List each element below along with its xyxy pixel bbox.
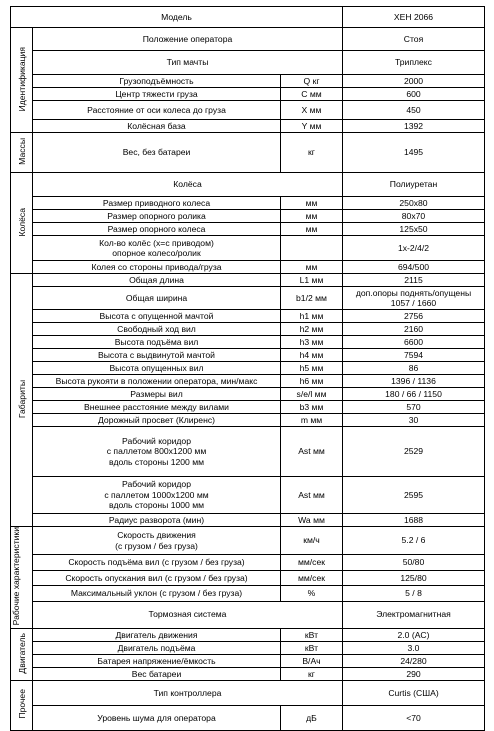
param-value: 24/280 [343,654,485,667]
header-label: Модель [11,7,343,28]
spec-row [11,527,485,555]
param-value: Curtis (США) [343,680,485,705]
param-unit: L1 мм [281,274,343,287]
param-value: 7594 [343,349,485,362]
param-label: Максимальный уклон (с грузом / без груза) [33,586,281,601]
param-unit: В/Ач [281,654,343,667]
group-title: Массы [16,137,27,165]
param-value: 570 [343,401,485,414]
param-value: 2000 [343,75,485,88]
param-label: Размер опорного колеса [33,223,281,236]
param-value: 2115 [343,274,485,287]
param-value: Триплекс [343,51,485,75]
group-label-cell [11,274,33,527]
spec-table [10,6,485,731]
param-label: Свободный ход вил [33,323,281,336]
param-value: доп.опоры поднять/опущены 1057 / 1660 [343,287,485,310]
param-value: 6600 [343,336,485,349]
header-row [11,7,485,28]
param-label: Колёсная база [33,120,281,133]
group-title: Рабочие характеристики [11,527,21,626]
group-title: Двигатель [16,632,27,674]
param-label: Радиус разворота (мин) [33,514,281,527]
param-unit: км/ч [281,527,343,555]
param-label: Вес батареи [33,667,281,680]
spec-row [11,375,485,388]
param-unit: s/e/l мм [281,388,343,401]
param-label: Внешнее расстояние между вилами [33,401,281,414]
param-label: Положение оператора [33,28,343,51]
param-value: Полиуретан [343,173,485,197]
spec-row [11,261,485,274]
param-label: Батарея напряжение/ёмкость [33,654,281,667]
param-label: Высота с опущенной мачтой [33,310,281,323]
param-label: Двигатель подъёма [33,641,281,654]
param-value: 290 [343,667,485,680]
param-unit: мм [281,210,343,223]
spec-row [11,75,485,88]
param-unit: h1 мм [281,310,343,323]
param-label: Размеры вил [33,388,281,401]
group-label-cell [11,527,33,629]
spec-row [11,323,485,336]
spec-row [11,101,485,120]
spec-row [11,173,485,197]
param-value: Стоя [343,28,485,51]
param-unit: кВт [281,628,343,641]
param-label: Высота рукояти в положении оператора, мин/макс [33,375,281,388]
param-label: Высота с выдвинутой мачтой [33,349,281,362]
spec-row [11,223,485,236]
param-label: Высота опущенных вил [33,362,281,375]
param-value: 86 [343,362,485,375]
param-label: Двигатель движения [33,628,281,641]
param-unit: мм/сек [281,570,343,585]
param-unit [281,236,343,261]
param-unit: мм/сек [281,555,343,570]
param-label: Тип мачты [33,51,343,75]
group-title: Габариты [16,379,27,418]
param-value: <70 [343,705,485,730]
spec-row [11,601,485,628]
group-title: Прочее [16,689,27,719]
param-value: 1396 / 1136 [343,375,485,388]
param-value: 600 [343,88,485,101]
param-value: 80x70 [343,210,485,223]
param-value: 30 [343,414,485,427]
param-value: 5.2 / 6 [343,527,485,555]
param-unit: Y мм [281,120,343,133]
param-label: Общая ширина [33,287,281,310]
param-unit: мм [281,223,343,236]
spec-row [11,362,485,375]
param-unit: b3 мм [281,401,343,414]
param-unit: мм [281,261,343,274]
param-unit: Q кг [281,75,343,88]
param-value: 1688 [343,514,485,527]
param-label: Тип контроллера [33,680,343,705]
param-unit: кВт [281,641,343,654]
spec-row [11,349,485,362]
param-label: Дорожный просвет (Клиренс) [33,414,281,427]
param-unit: h3 мм [281,336,343,349]
param-unit: дБ [281,705,343,730]
spec-row [11,401,485,414]
param-value: 2756 [343,310,485,323]
param-unit: h4 мм [281,349,343,362]
header-value: ХЕН 2066 [343,7,485,28]
param-value: 1x-2/4/2 [343,236,485,261]
spec-row [11,120,485,133]
param-label: Грузоподъёмность [33,75,281,88]
param-label: Вес, без батареи [33,133,281,173]
param-unit: кг [281,667,343,680]
param-unit: h6 мм [281,375,343,388]
spec-row [11,427,485,477]
param-unit: X мм [281,101,343,120]
param-label: Центр тяжести груза [33,88,281,101]
param-unit: Ast мм [281,427,343,477]
param-label: Расстояние от оси колеса до груза [33,101,281,120]
param-value: 2595 [343,477,485,514]
param-value: 5 / 8 [343,586,485,601]
param-label: Общая длина [33,274,281,287]
param-value: 180 / 66 / 1150 [343,388,485,401]
spec-row [11,705,485,730]
param-value: 1392 [343,120,485,133]
spec-row [11,514,485,527]
param-value: 1495 [343,133,485,173]
param-unit: h2 мм [281,323,343,336]
param-value: 450 [343,101,485,120]
group-label-cell [11,133,33,173]
param-unit: h5 мм [281,362,343,375]
param-label: Размер опорного ролика [33,210,281,223]
param-value: 125/80 [343,570,485,585]
param-label: Тормозная система [33,601,343,628]
spec-row [11,274,485,287]
param-value: 125x50 [343,223,485,236]
spec-row [11,477,485,514]
param-unit: Wa мм [281,514,343,527]
spec-row [11,197,485,210]
spec-row [11,680,485,705]
spec-row [11,210,485,223]
spec-row [11,628,485,641]
spec-row [11,336,485,349]
group-label-cell [11,680,33,730]
param-label: Размер приводного колеса [33,197,281,210]
param-label: Скорость опускания вил (с грузом / без груза) [33,570,281,585]
param-unit: m мм [281,414,343,427]
param-label: Колёса [33,173,343,197]
param-label: Высота подъёма вил [33,336,281,349]
param-value: 2160 [343,323,485,336]
group-title: Колёса [16,207,27,236]
group-title: Идентификация [16,46,27,111]
group-label-cell [11,28,33,133]
param-unit: Ast мм [281,477,343,514]
spec-row [11,414,485,427]
param-label: Скорость движения (с грузом / без груза) [33,527,281,555]
param-label: Скорость подъёма вил (с грузом / без груза) [33,555,281,570]
param-label: Рабочий коридор с паллетом 1000x1200 мм вдоль стороны 1000 мм [33,477,281,514]
param-unit: кг [281,133,343,173]
spec-row [11,51,485,75]
param-value: 694/500 [343,261,485,274]
spec-row [11,88,485,101]
param-value: Электромагнитная [343,601,485,628]
spec-row [11,310,485,323]
param-value: 250x80 [343,197,485,210]
spec-row [11,555,485,570]
param-unit: b1/2 мм [281,287,343,310]
spec-row [11,654,485,667]
spec-row [11,287,485,310]
group-label-cell [11,628,33,680]
spec-row [11,641,485,654]
param-label: Колея со стороны привода/груза [33,261,281,274]
spec-row [11,667,485,680]
param-unit: мм [281,197,343,210]
param-label: Рабочий коридор с паллетом 800x1200 мм вдоль стороны 1200 мм [33,427,281,477]
spec-row [11,133,485,173]
param-value: 2529 [343,427,485,477]
param-value: 2.0 (AC) [343,628,485,641]
param-value: 3.0 [343,641,485,654]
group-label-cell [11,173,33,274]
param-value: 50/80 [343,555,485,570]
spec-row [11,388,485,401]
param-label: Кол-во колёс (x=с приводом) опорное колесо/ролик [33,236,281,261]
spec-row [11,586,485,601]
spec-row [11,28,485,51]
param-unit: % [281,586,343,601]
spec-row [11,570,485,585]
param-unit: C мм [281,88,343,101]
param-label: Уровень шума для оператора [33,705,281,730]
spec-row [11,236,485,261]
